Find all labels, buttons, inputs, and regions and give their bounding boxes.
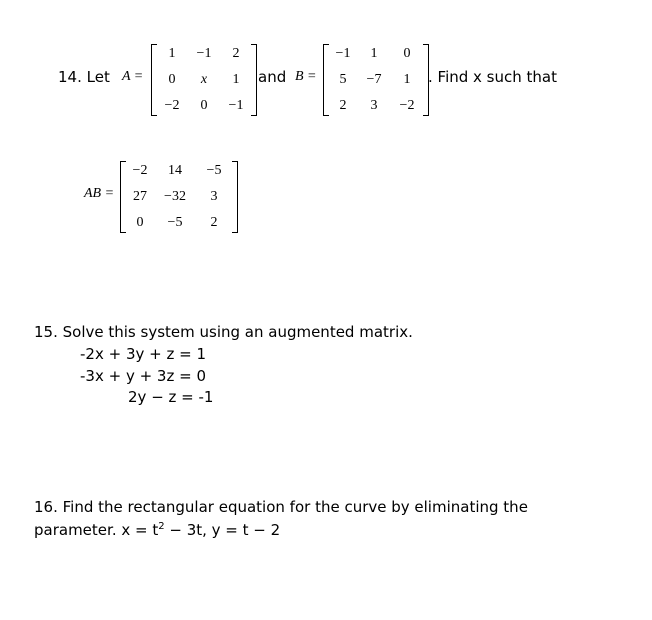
matrix-ab-cell: 3 xyxy=(210,189,218,204)
matrix-a-cell: −2 xyxy=(164,98,180,113)
matrix-b-cell: −7 xyxy=(366,72,382,87)
matrix-b-grid xyxy=(329,44,423,116)
exponent: 2 xyxy=(158,521,165,532)
matrix-b-cell: 0 xyxy=(403,46,411,61)
matrix-b xyxy=(323,44,429,116)
parametric-x-prefix: parameter. x = t xyxy=(34,521,159,539)
matrix-a-label: A = xyxy=(122,69,144,84)
matrix-b-cell: −2 xyxy=(399,98,415,113)
matrix-ab-cell: 2 xyxy=(210,215,218,230)
equation-line: -2x + 3y + z = 1 xyxy=(80,345,206,363)
matrix-a-cell: 2 xyxy=(232,46,240,61)
matrix-ab-cell: 0 xyxy=(136,215,144,230)
matrix-b-cell: −1 xyxy=(335,46,351,61)
matrix-a xyxy=(151,44,257,116)
equation-line: 2y − z = -1 xyxy=(128,388,214,406)
matrix-ab-cell: −5 xyxy=(206,163,222,178)
matrix-ab-cell: 14 xyxy=(168,163,182,178)
matrix-a-cell: 1 xyxy=(168,46,176,61)
parametric-rest: − 3t, y = t − 2 xyxy=(164,521,281,539)
problem-14-number: 14. Let xyxy=(58,68,110,86)
matrix-a-right-bracket xyxy=(251,44,257,116)
matrix-b-cell: 1 xyxy=(370,46,378,61)
matrix-ab-grid xyxy=(126,161,232,233)
matrix-a-cell: 0 xyxy=(200,98,208,113)
matrix-b-label: B = xyxy=(295,69,317,84)
problem-16-line-2 xyxy=(34,521,280,539)
matrix-ab-cell: 27 xyxy=(133,189,147,204)
matrix-b-cell: 1 xyxy=(403,72,411,87)
matrix-ab-label: AB = xyxy=(84,186,115,201)
matrix-ab xyxy=(120,161,238,233)
matrix-a-grid xyxy=(157,44,251,116)
find-x-text: . Find x such that xyxy=(428,68,557,86)
matrix-a-cell: −1 xyxy=(228,98,244,113)
matrix-b-cell: 3 xyxy=(370,98,378,113)
matrix-b-cell: 5 xyxy=(339,72,347,87)
matrix-ab-right-bracket xyxy=(232,161,238,233)
matrix-a-cell: 0 xyxy=(168,72,176,87)
matrix-a-cell: 1 xyxy=(232,72,240,87)
matrix-a-cell: x xyxy=(200,72,208,87)
problem-16-line-1: 16. Find the rectangular equation for the curve by eliminating the xyxy=(34,498,528,516)
and-text: and xyxy=(258,68,287,86)
matrix-ab-cell: −32 xyxy=(164,189,186,204)
matrix-ab-cell: −2 xyxy=(132,163,148,178)
matrix-ab-cell: −5 xyxy=(167,215,183,230)
problem-15-text: 15. Solve this system using an augmented matrix. xyxy=(34,323,413,341)
matrix-a-cell: −1 xyxy=(196,46,212,61)
matrix-b-cell: 2 xyxy=(339,98,347,113)
equation-line: -3x + y + 3z = 0 xyxy=(80,367,206,385)
